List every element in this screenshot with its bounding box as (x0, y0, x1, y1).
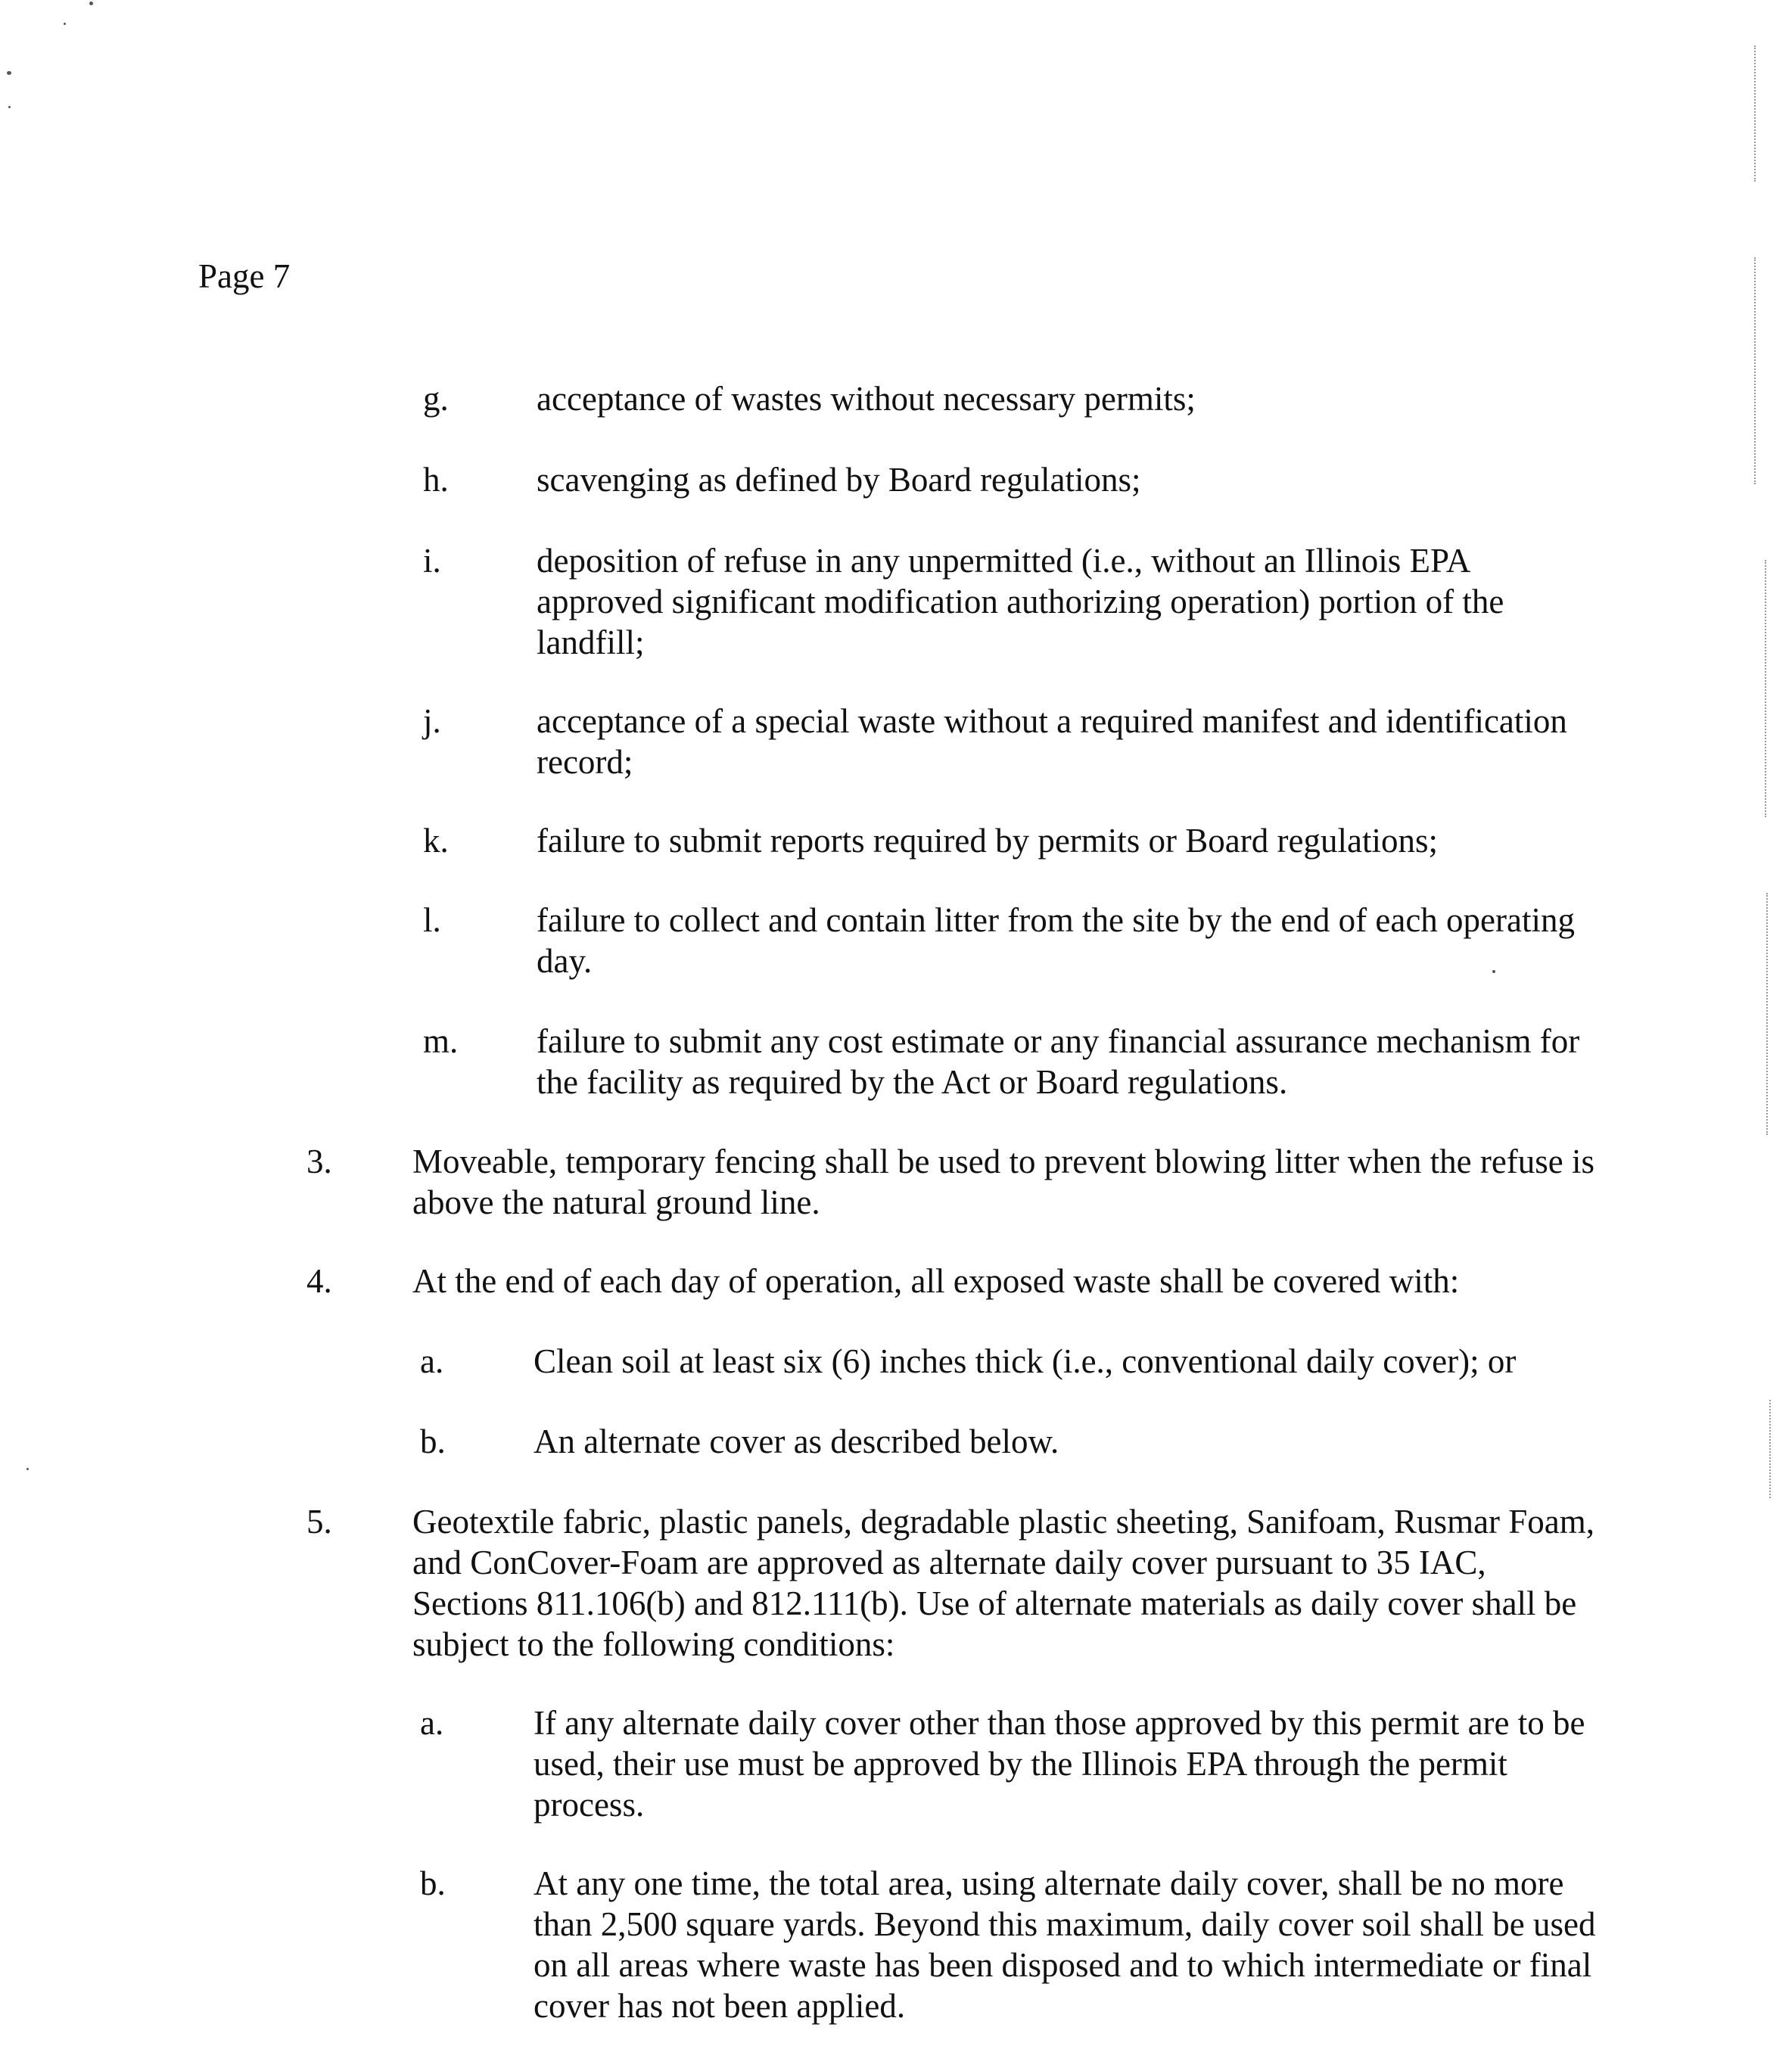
list-item-text: failure to submit any cost estimate or any financial assurance mechanism for the facility as required by the Act or Board regulations. (537, 1022, 1580, 1101)
list-item-text: failure to submit reports required by permits or Board regulations; (537, 822, 1438, 860)
list-marker: 5. (306, 1503, 332, 1541)
list-marker: 4. (306, 1262, 332, 1300)
numbered-item-3 (306, 1141, 1597, 1223)
list-marker: b. (420, 1864, 446, 1902)
list-item-text: scavenging as defined by Board regulations; (537, 461, 1141, 499)
scan-speck (26, 1468, 29, 1470)
list-marker: a. (420, 1342, 444, 1380)
scan-speck (64, 23, 66, 25)
scan-edge-mark (1754, 45, 1757, 182)
list-item-4b (420, 1421, 1604, 1462)
list-marker: g. (423, 380, 449, 418)
list-marker: b. (420, 1423, 446, 1460)
list-item-text: If any alternate daily cover other than those approved by this permit are to be used, their use must be approved by the Illinois EPA through the permit process. (534, 1704, 1585, 1824)
list-item-g (423, 378, 1604, 419)
list-item-text: At any one time, the total area, using alternate daily cover, shall be no more than 2,500 square yards. Beyond this maximum, daily cover soil shall be used on all areas where waste has been disposed and to which intermediate or final cover has not been applied. (534, 1864, 1596, 2025)
list-item-l (423, 900, 1604, 981)
scan-speck (7, 71, 11, 75)
list-item-4a (420, 1341, 1604, 1382)
list-item-text: Moveable, temporary fencing shall be used to prevent blowing litter when the refuse is above the natural ground line. (412, 1143, 1595, 1221)
scan-edge-mark (1765, 560, 1768, 817)
list-marker: a. (420, 1704, 444, 1742)
list-item-text: An alternate cover as described below. (534, 1423, 1059, 1460)
page-number-label: Page 7 (198, 257, 291, 295)
list-item-j (423, 701, 1604, 782)
scan-edge-mark (1754, 257, 1757, 484)
list-marker: m. (423, 1022, 459, 1060)
list-item-i (423, 540, 1604, 663)
list-item-text: deposition of refuse in any unpermitted (i.e., without an Illinois EPA approved significant modification authorizing operation) portion of the landfill; (537, 542, 1504, 661)
list-marker: 3. (306, 1143, 332, 1180)
scan-speck (89, 2, 93, 5)
scan-speck (8, 106, 11, 108)
list-marker: l. (423, 901, 441, 939)
numbered-item-4 (306, 1261, 1597, 1301)
list-item-text: failure to collect and contain litter from the site by the end of each operating day. (537, 901, 1575, 980)
list-marker: k. (423, 822, 449, 860)
list-item-text: acceptance of wastes without necessary permits; (537, 380, 1196, 418)
list-item-text: Geotextile fabric, plastic panels, degradable plastic sheeting, Sanifoam, Rusmar Foam, and ConCover-Foam are approved as alternate daily cover pursuant to 35 IAC, Sections 811.106(b) and 812.111(b). Use of alternate materials as daily cover shall be subject to the following conditions: (412, 1503, 1595, 1663)
list-item-5b (420, 1863, 1604, 2026)
list-item-text: acceptance of a special waste without a required manifest and identification record; (537, 702, 1567, 781)
list-item-text: Clean soil at least six (6) inches thick (i.e., conventional daily cover); or (534, 1342, 1517, 1380)
list-item-5a (420, 1702, 1604, 1825)
list-marker: j. (423, 702, 441, 740)
list-item-h (423, 459, 1604, 500)
list-item-m (423, 1021, 1604, 1102)
scan-edge-mark (1766, 893, 1769, 1135)
list-marker: h. (423, 461, 449, 499)
list-item-text: At the end of each day of operation, all exposed waste shall be covered with: (412, 1262, 1460, 1300)
scan-edge-mark (1769, 1400, 1772, 1498)
list-marker: i. (423, 542, 441, 580)
numbered-item-5 (306, 1501, 1597, 1665)
list-item-k (423, 820, 1604, 861)
